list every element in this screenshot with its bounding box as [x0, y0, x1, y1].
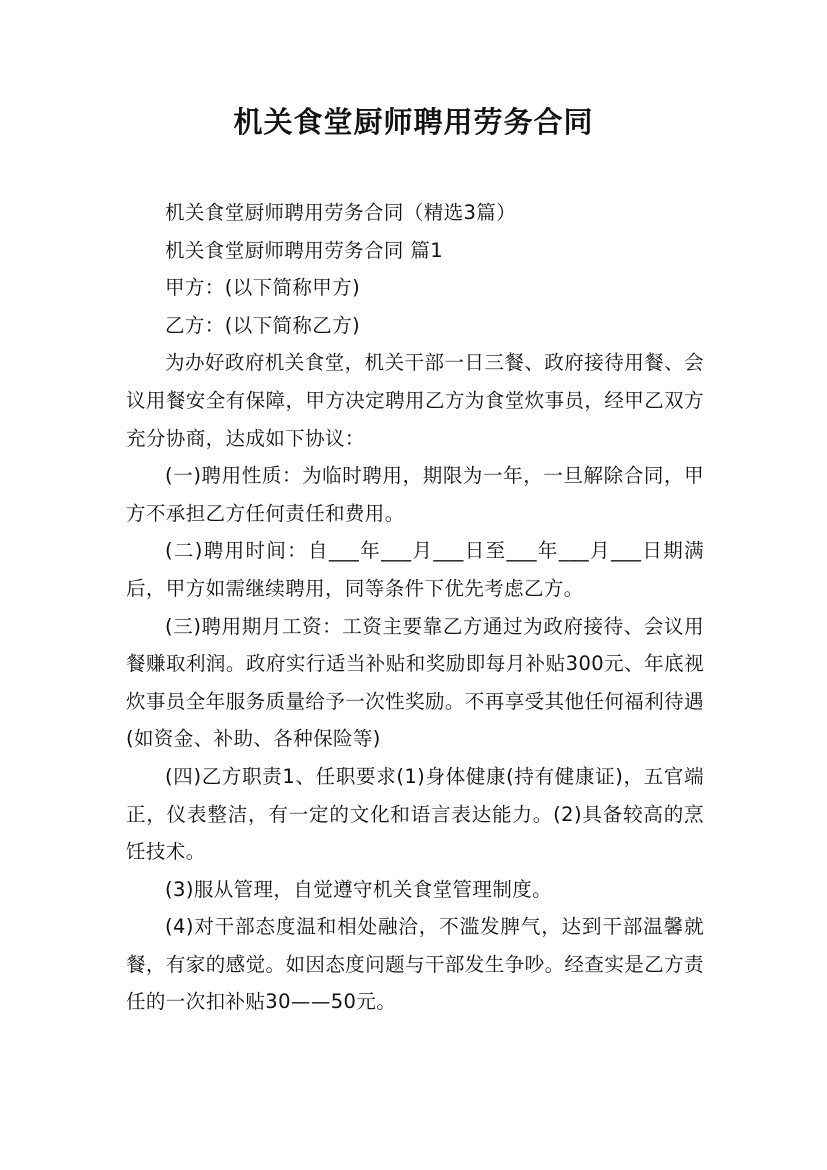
paragraph-party-b: 乙方：(以下简称乙方) — [165, 313, 361, 337]
paragraph-subtitle: 机关食堂厨师聘用劳务合同（精选3篇） — [165, 201, 517, 224]
document-body — [126, 194, 704, 1021]
paragraph-clause-1: (一)聘用性质：为临时聘用，期限为一年，一旦解除合同，甲方不承担乙方任何责任和费用。 — [126, 464, 704, 525]
paragraph-clause-2: (二)聘用时间：自___年___月___日至___年___月___日期满后，甲方如需继续聘用，同等条件下优先考虑乙方。 — [126, 539, 704, 600]
paragraph-preamble: 为办好政府机关食堂，机关干部一日三餐、政府接待用餐、会议用餐安全有保障，甲方决定聘用乙方为食堂炊事员，经甲乙双方充分协商，达成如下协议： — [126, 351, 704, 450]
paragraph-part-heading: 机关食堂厨师聘用劳务合同 篇1 — [165, 238, 444, 262]
paragraph-clause-4-4: (4)对干部态度温和相处融洽，不滥发脾气，达到干部温馨就餐，有家的感觉。如因态度问题与干部发生争吵。经查实是乙方责任的一次扣补贴30——50元。 — [126, 915, 704, 1014]
paragraph-party-a: 甲方：(以下简称甲方) — [165, 276, 361, 300]
paragraph-clause-3: (三)聘用期月工资：工资主要靠乙方通过为政府接待、会议用餐赚取利润。政府实行适当补贴和奖励即每月补贴300元、年底视炊事员全年服务质量给予一次性奖励。不再享受其他任何福利待遇(如资金、补助、各种保险等) — [126, 614, 704, 751]
paragraph-clause-4-3: (3)服从管理，自觉遵守机关食堂管理制度。 — [165, 877, 553, 901]
document-title: 机关食堂厨师聘用劳务合同 — [233, 105, 594, 139]
paragraph-clause-4: (四)乙方职责1、任职要求(1)身体健康(持有健康证)，五官端正，仪表整洁，有一定的文化和语言表达能力。(2)具备较高的烹饪技术。 — [126, 764, 704, 864]
